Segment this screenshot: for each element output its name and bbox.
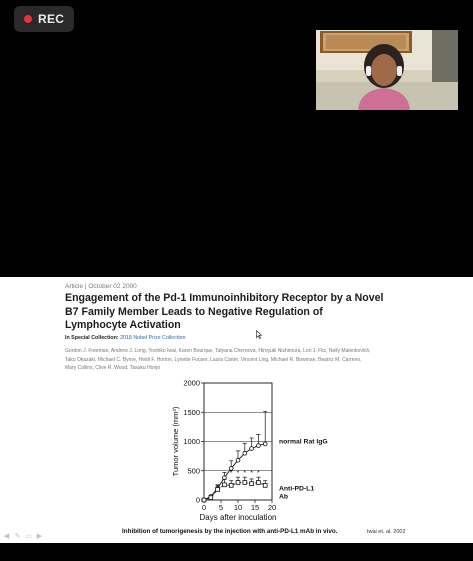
series-line [204, 444, 265, 500]
participant-video-tile[interactable] [316, 30, 458, 110]
x-tick-label: 0 [201, 503, 207, 512]
significance-mark: * [243, 469, 247, 477]
data-point [250, 447, 254, 451]
data-point [243, 481, 247, 485]
viewer-controls [2, 532, 44, 541]
data-point [263, 442, 267, 446]
recording-label: REC [38, 12, 65, 26]
series-line [204, 482, 265, 500]
series-label-igg: normal Rat IgG [279, 438, 328, 446]
data-point [229, 483, 233, 487]
article-title[interactable]: Engagement of the Pd-1 Immunoinhibitory Receptor by a Novel B7 Family Member Leads to Negative Regulation of Lymphocyte Activation [65, 292, 384, 331]
y-tick-label: 1000 [183, 437, 200, 446]
data-point [223, 476, 227, 480]
shared-screen [0, 277, 473, 543]
recording-indicator [14, 6, 74, 32]
data-point [257, 481, 261, 485]
y-tick-label: 500 [187, 466, 200, 476]
authors-line[interactable]: Mary Collins, Clive R. Wood, Tasuku Honjo [65, 365, 161, 371]
y-axis-label: Tumor volume (mm³) [171, 406, 180, 477]
significance-mark: * [257, 469, 260, 477]
data-point [263, 483, 267, 487]
significance-mark: * [229, 469, 233, 477]
article-meta: Article | October 02 2000 [65, 283, 137, 290]
data-point [209, 496, 213, 500]
data-point [257, 444, 261, 448]
tumor-volume-chart [0, 277, 473, 543]
previous-arrow-icon[interactable]: ◀ [3, 533, 10, 540]
slides-icon[interactable]: ▭ [25, 533, 32, 540]
data-point [216, 488, 220, 492]
pencil-icon[interactable]: ✎ [14, 533, 21, 540]
collection-link[interactable]: 2018 Nobel Prize Collection [120, 335, 186, 341]
record-dot-icon [24, 15, 32, 23]
data-point [236, 458, 240, 462]
collection-label: In Special Collection: [65, 335, 119, 341]
figure-caption: Inhibition of tumorigenesis by the injection with anti-PD-L1 mAb in vivo. [122, 528, 338, 535]
y-tick-label: 0 [195, 495, 200, 505]
next-arrow-icon[interactable]: ▶ [36, 533, 43, 540]
x-tick-label: 15 [250, 503, 260, 512]
y-tick-label: 2000 [183, 378, 200, 388]
significance-mark: * [236, 469, 240, 477]
x-tick-label: 5 [218, 503, 224, 512]
significance-mark: * [250, 469, 253, 477]
authors-line[interactable]: Gordon J. Freeman, Andrew J. Long, Yoshiko Iwai, Karen Bourque, Tatyana Chernova, Hiroyuki Nishimura, Lori J. Fitz, Nelly Malenkovich, [65, 348, 371, 354]
series-label-anti-pdl1: Anti-PD-L1 [279, 485, 315, 493]
participant-video-image [316, 30, 458, 110]
x-axis-label: Days after inoculation [199, 513, 277, 522]
data-point [250, 482, 254, 486]
data-point [223, 483, 227, 487]
data-point [243, 451, 247, 455]
y-tick-label: 1500 [183, 407, 200, 417]
x-tick-label: 10 [233, 503, 243, 512]
data-point [202, 498, 206, 502]
series-label-anti-pdl1-cont: Ab [279, 493, 289, 501]
figure-citation: Iwai et. al. 2002 [367, 529, 406, 535]
authors-line[interactable]: Taku Okazaki, Michael C. Byrne, Heidi F. Horton, Lynette Fouser, Laura Carter, Vincent Ling, Michael R. Bowman, Beatriz M. Carreno, [65, 356, 362, 363]
x-tick-label: 20 [267, 503, 277, 512]
data-point [236, 481, 240, 485]
